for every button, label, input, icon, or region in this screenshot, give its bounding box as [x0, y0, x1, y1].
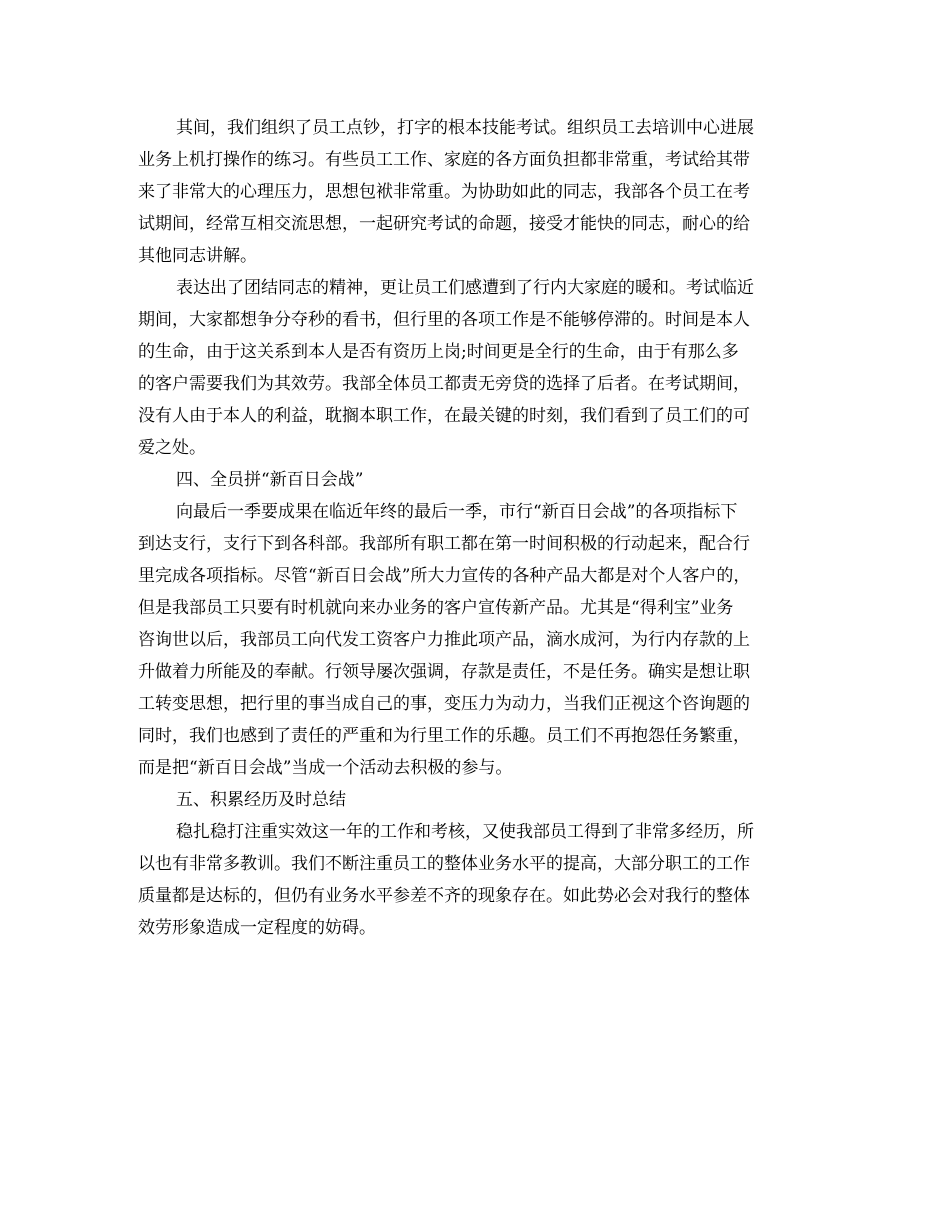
- text-line: 的客户需要我们为其效劳。我部全体员工都责无旁贷的选择了后者。在考试期间，: [138, 374, 750, 394]
- paragraph-team-spirit: [138, 272, 814, 464]
- text-line: 里完成各项指标。尽管“新百日会战”所大力宣传的各种产品大都是对个人客户的，: [138, 566, 751, 586]
- text-line: 到达支行，支行下到各科部。我部所有职工都在第一时间积极的行动起来，配合行: [138, 534, 750, 554]
- text-line: 表达出了团结同志的精神，更让员工们感遭到了行内大家庭的暖和。考试临近: [176, 278, 754, 298]
- text-line: 同时，我们也感到了责任的严重和为行里工作的乐趣。员工们不再抱怨任务繁重，: [138, 726, 750, 746]
- text-line: 试期间，经常互相交流思想，一起研究考试的命题，接受才能快的同志，耐心的给: [138, 214, 750, 234]
- section-heading: 四、全员拼“新百日会战”: [176, 470, 364, 490]
- section-heading-4: [138, 464, 814, 496]
- paragraph-experience-summary: [138, 816, 814, 944]
- text-line: 但是我部员工只要有时机就向来办业务的客户宣传新产品。尤其是“得利宝”业务: [138, 598, 734, 618]
- section-heading: 五、积累经历及时总结: [176, 790, 346, 810]
- text-line: 而是把“新百日会战”当成一个活动去积极的参与。: [138, 758, 513, 778]
- text-line: 升做着力所能及的奉献。行领导屡次强调，存款是责任，不是任务。确实是想让职: [138, 662, 750, 682]
- text-line: 咨询世以后，我部员工向代发工资客户力推此项产品，滴水成河，为行内存款的上: [138, 630, 750, 650]
- document-page: [138, 112, 814, 944]
- text-line: 质量都是达标的，但仍有业务水平参差不齐的现象存在。如此势必会对我行的整体: [138, 886, 750, 906]
- text-line: 向最后一季要成果在临近年终的最后一季，市行“新百日会战”的各项指标下: [176, 502, 738, 522]
- section-heading-5: [138, 784, 814, 816]
- paragraph-exam-support: [138, 112, 814, 272]
- text-line: 其间，我们组织了员工点钞，打字的根本技能考试。组织员工去培训中心进展: [176, 118, 754, 138]
- text-line: 以也有非常多教训。我们不断注重员工的整体业务水平的提高，大部分职工的工作: [138, 854, 750, 874]
- text-line: 业务上机打操作的练习。有些员工工作、家庭的各方面负担都非常重，考试给其带: [138, 150, 750, 170]
- text-line: 来了非常大的心理压力，思想包袱非常重。为协助如此的同志，我部各个员工在考: [138, 182, 750, 202]
- text-line: 稳扎稳打注重实效这一年的工作和考核，又使我部员工得到了非常多经历，所: [176, 822, 754, 842]
- text-line: 效劳形象造成一定程度的妨碍。: [138, 918, 376, 938]
- text-line: 没有人由于本人的利益，耽搁本职工作，在最关键的时刻，我们看到了员工们的可: [138, 406, 750, 426]
- text-line: 爱之处。: [138, 438, 206, 458]
- text-line: 工转变思想，把行里的事当成自己的事，变压力为动力，当我们正视这个咨询题的: [138, 694, 750, 714]
- text-line: 的生命，由于这关系到本人是否有资历上岗;时间更是全行的生命，由于有那么多: [138, 342, 739, 362]
- text-line: 其他同志讲解。: [138, 246, 257, 266]
- text-line: 期间，大家都想争分夺秒的看书，但行里的各项工作是不能够停滞的。时间是本人: [138, 310, 750, 330]
- paragraph-hundred-day-campaign: [138, 496, 814, 784]
